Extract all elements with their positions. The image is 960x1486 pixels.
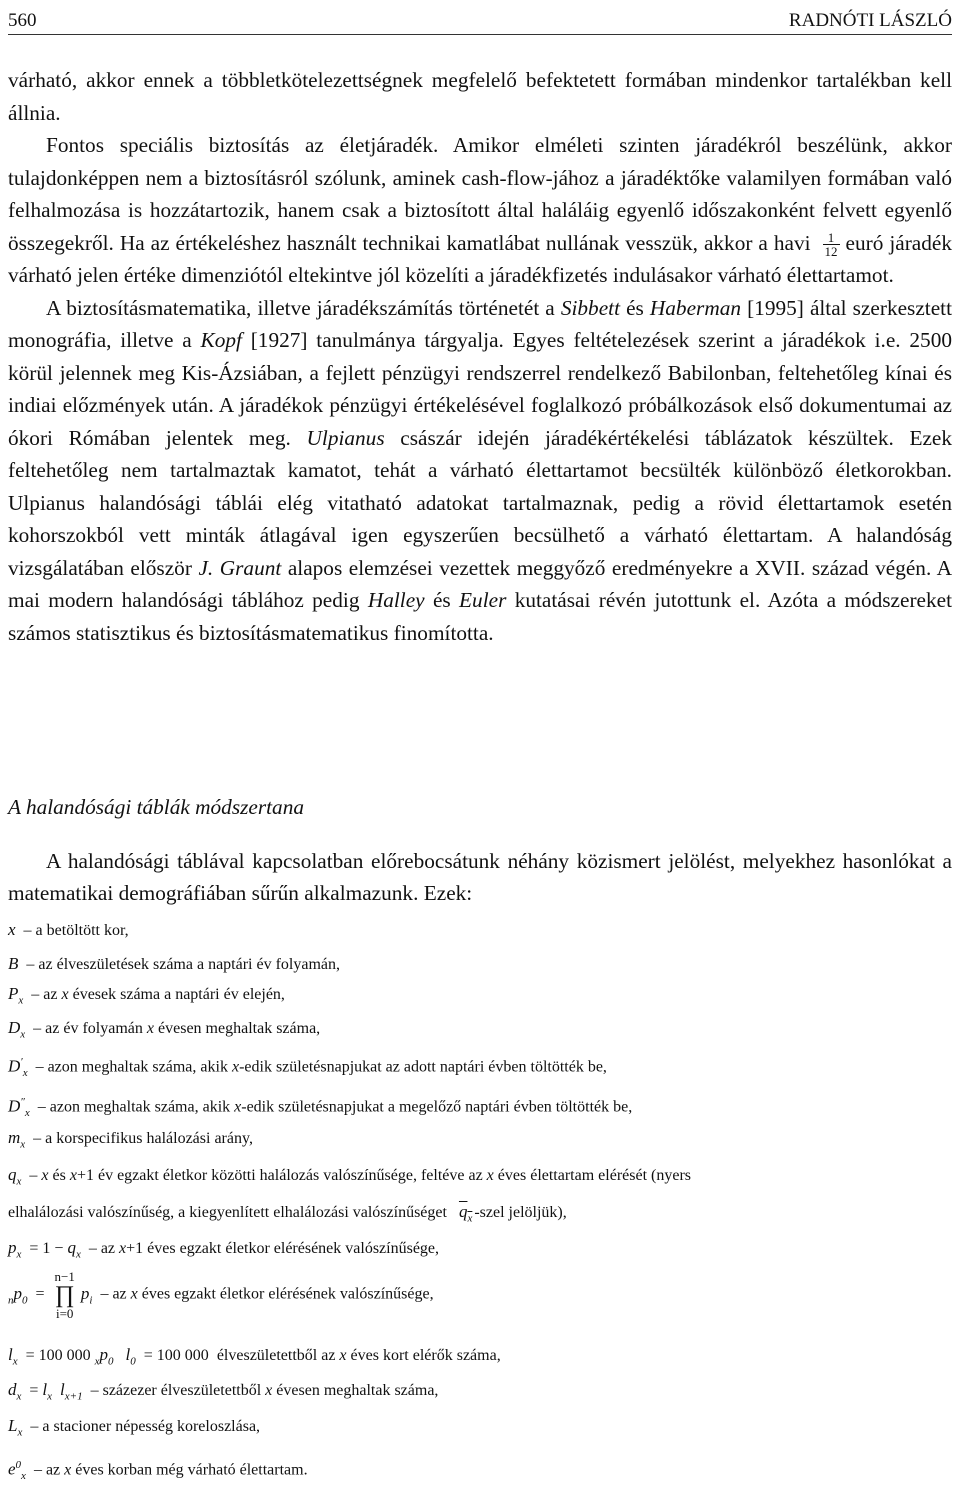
def-P: $P_x$ – az x évesek száma a naptári év elején, <box>8 984 285 1007</box>
page-number: 560 <box>8 10 37 31</box>
running-head-author: RADNÓTI LÁSZLÓ <box>788 10 952 31</box>
def-d: $d_x = l_x$ $l_{x+1}$ – százezer élveszületettből x évesen meghaltak száma, <box>8 1380 439 1403</box>
section-intro: A halandósági táblával kapcsolatban előrebocsátunk néhány közismert jelölést, melyekhez hasonlókat a matematikai demográfiában sűrűn alkalmazunk. Ezek: <box>8 849 952 905</box>
body-text <box>8 64 952 649</box>
def-l: $l_x = 100$ 000 $_xp_0$ $l_0 = 100$ 000 élveszületettből az x éves kort elérők száma, <box>8 1345 501 1368</box>
def-B: B – az élveszületések száma a naptári év folyamán, <box>8 954 341 973</box>
def-p: $p_x = 1 - q_x$ – az x+1 éves egzakt életkor elérésének valószínűsége, <box>8 1238 440 1261</box>
product-symbol: n−1 ∏ i=0 <box>54 1269 75 1321</box>
def-L: $L_x$ – a stacioner népesség koreloszlása, <box>8 1416 261 1439</box>
def-D: $D_x$ – az év folyamán x évesen meghaltak száma, <box>8 1018 321 1041</box>
def-n-p-0: $_np_0 = n-1$ ∏ $i=0p_i$ – az x éves egzakt életkor elérésének valószínűsége, <box>8 1269 434 1321</box>
def-D-double-prime: $D''_x$ – azon meghaltak száma, akik x-edik születésnapjukat a megelőző naptári évben töltötték be, <box>8 1096 633 1120</box>
def-q-continued: elhalálozási valószínűség, a kiegyenlített elhalálozási valószínűséget $q_x$ -szel jelöljük), <box>8 1202 567 1225</box>
fraction-one-twelfth: $\frac{1}{12}$ <box>824 230 838 260</box>
def-m: $m_x$ – a korspecifikus halálozási arány, <box>8 1128 253 1151</box>
paragraph-2: Fontos speciális biztosítás az életjáradék. Amikor elméleti szinten járadékról beszélünk, akkor tulajdonképpen nem a biztosításról szólunk, aminek cash-flow-jához a járadéktőke valamilyen formában való felhalmozása is hozzátartozik, hanem csak a biztosított által haláláig egyenlő időszakonként felvett egyenlő összegekről. Ha az értékeléshez használt technikai kamatlábat nullának vesszük, akkor a havi $\frac{1}{12}$ euró járadék várható jelen értéke dimenziótól eltekintve jól közelíti a járadékfizetés indulásakor várható élettartamot. <box>8 133 952 287</box>
paragraph-1: várható, akkor ennek a többletkötelezettségnek megfelelő befektetett formában mindenkor tartalékban kell állnia. <box>8 68 952 125</box>
def-x: x – a betöltött kor, <box>8 920 129 939</box>
section-title: A halandósági táblák módszertana <box>8 795 304 819</box>
paragraph-3: A biztosításmatematika, illetve járadékszámítás történetét a Sibbett és Haberman [1995] által szerkesztett monográfia, illetve a Kopf [1927] tanulmánya tárgyalja. Egyes feltételezések szerint a járadékok i.e. 2500 körül jelennek meg Kis-Ázsiában, a fejlett pénzügyi rendszerrel rendelkező Babilonban, feltehetőleg kínai és indiai előzmények után. A járadékok pénzügyi értékelésével foglalkozó próbálkozások első dokumentumai az ókori Rómában jelentek meg. Ulpianus császár idején járadékértékelési táblázatok készültek. Ezek feltehetőleg nem tartalmaztak kamatot, tehát a várható élettartamot becsülték különböző életkorokban. Ulpianus halandósági táblái elég vitatható adatokat tartalmaznak, pedig a rövid élettartamok esetén kohorszokból vett minták átlagával igen egyszerűen becsülhető a várható élettartam. A halandóság vizsgálatában először J. Graunt alapos elemzései vezettek meggyőző eredményekre a XVII. század végén. A mai modern halandósági táblához pedig Halley és Euler kutatásai révén jutottunk el. Azóta a módszereket számos statisztikus és biztosításmatematikus finomította. <box>8 295 953 645</box>
def-q: $q_x$ – x és x+1 év egzakt életkor közötti halálozás valószínűsége, feltéve az x éves élettartam elérését (nyers <box>8 1165 692 1188</box>
def-e: $e^0_x$ – az x éves korban még várható élettartam. <box>8 1459 308 1483</box>
def-D-prime: $D'_x$ – azon meghaltak száma, akik x-edik születésnapjukat az adott naptári évben töltötték be, <box>8 1056 607 1080</box>
page-header <box>8 4 952 35</box>
